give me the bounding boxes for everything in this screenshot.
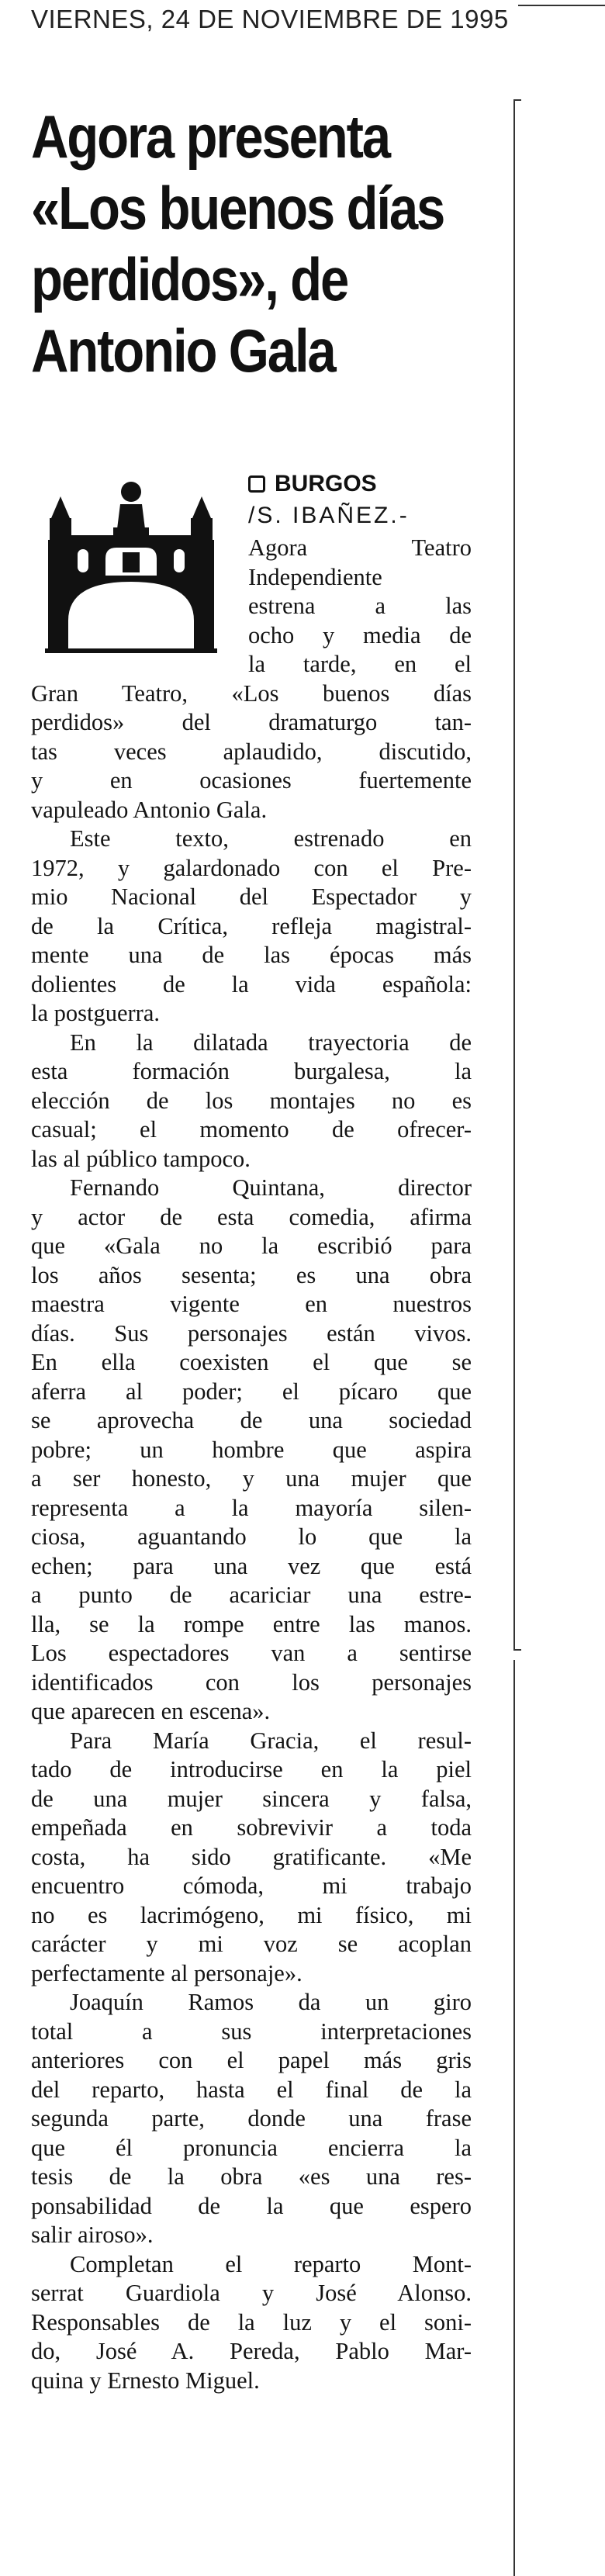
article-line: la tarde, en el (248, 651, 472, 677)
article-line: dolientes de la vida española: (31, 970, 472, 998)
headline-line: Agora presenta (31, 102, 389, 171)
article-line: encuentro cómoda, mi trabajo (31, 1872, 472, 1899)
castle-arch-icon (42, 473, 220, 659)
article-line: los años sesenta; es una obra (31, 1261, 472, 1288)
article-line: costa, ha sido gratificante. «Me (31, 1843, 472, 1870)
location-label: BURGOS (275, 471, 377, 496)
article-line: no es lacrimógeno, mi físico, mi (31, 1901, 472, 1928)
article-line: identificados con los personajes (31, 1668, 472, 1696)
article-line: maestra vigente en nuestros (31, 1291, 472, 1317)
article-line: do, José A. Pereda, Pablo Mar- (31, 2338, 472, 2364)
article-line: empeñada en sobrevivir a toda (31, 1814, 472, 1841)
headline-line: perdidos», de (31, 245, 348, 313)
article-line: de la Crítica, refleja magistral- (31, 912, 472, 939)
article-line: Gran Teatro, «Los buenos días (31, 679, 472, 707)
article-line: vapuleado Antonio Gala. (31, 796, 268, 823)
article-line: Los espectadores van a sentirse (31, 1640, 472, 1666)
article-line: lla, se la rompe entre las manos. (31, 1610, 472, 1637)
article-line: En ella coexisten el que se (31, 1349, 472, 1375)
article-line: que él pronuncia encierra la (31, 2134, 472, 2161)
article-line: En la dilatada trayectoria de (70, 1029, 472, 1056)
article-line: que aparecen en escena». (31, 1698, 271, 1724)
article-line: esta formación burgalesa, la (31, 1058, 472, 1084)
article-line: casual; el momento de ofrecer- (31, 1116, 472, 1143)
article-line: y actor de esta comedia, afirma (31, 1203, 472, 1230)
article-line: echen; para una vez que está (31, 1552, 472, 1579)
headline-line: «Los buenos días (31, 174, 444, 242)
column-rule-lower (513, 1660, 521, 2576)
article-line: elección de los montajes no es (31, 1087, 472, 1114)
article-line: segunda parte, donde una frase (31, 2105, 472, 2132)
article-line: quina y Ernesto Miguel. (31, 2367, 260, 2394)
article-line: estrena a las (248, 593, 472, 619)
article-line: Completan el reparto Mont- (70, 2250, 472, 2277)
article-line: ciosa, aguantando lo que la (31, 1523, 472, 1550)
article-line: ocho y media de (248, 621, 472, 648)
article-line: Agora Teatro (248, 534, 472, 561)
article-line: aferra al poder; el pícaro que (31, 1378, 472, 1405)
byline (248, 469, 481, 532)
article-line: tas veces aplaudido, discutido, (31, 738, 472, 765)
dateline: VIERNES, 24 DE NOVIEMBRE DE 1995 (31, 5, 509, 33)
article-line: a ser honesto, y una mujer que (31, 1465, 472, 1492)
article-line: pobre; un hombre que aspira (31, 1436, 472, 1463)
article-line: mio Nacional del Espectador y (31, 883, 472, 910)
article-line: ponsabilidad de la que espero (31, 2192, 472, 2219)
article-line: salir airoso». (31, 2222, 154, 2248)
column-rule (513, 99, 521, 1651)
article-line: Este texto, estrenado en (70, 825, 472, 852)
article-line: a punto de acariciar una estre- (31, 1582, 472, 1608)
article-line: Responsables de la luz y el soni- (31, 2308, 472, 2336)
article-line: total a sus interpretaciones (31, 2018, 472, 2045)
article-line: Para María Gracia, el resul- (70, 1727, 472, 1754)
article-line: tado de introducirse en la piel (31, 1756, 472, 1782)
article-line: 1972, y galardonado con el Pre- (31, 854, 472, 881)
article-line: Fernando Quintana, director (70, 1174, 472, 1201)
article-line: que «Gala no la escribió para (31, 1233, 472, 1259)
headline (31, 101, 444, 386)
article-line: se aprovecha de una sociedad (31, 1407, 472, 1433)
article-line: representa a la mayoría silen- (31, 1494, 472, 1521)
article-line: la postguerra. (31, 1000, 160, 1026)
article-line: y en ocasiones fuertemente (31, 767, 472, 794)
article-line: perdidos» del dramaturgo tan- (31, 709, 472, 735)
top-rule (518, 5, 605, 6)
article-line: del reparto, hasta el final de la (31, 2076, 472, 2103)
article-line: tesis de la obra «es una res- (31, 2163, 472, 2190)
article-line: Joaquín Ramos da un giro (70, 1989, 472, 2015)
article-line: perfectamente al personaje». (31, 1959, 302, 1986)
article-line: días. Sus personajes están vivos. (31, 1319, 472, 1347)
square-bullet-icon (248, 475, 265, 493)
location-dateline (248, 469, 481, 500)
article-line: anteriores con el papel más gris (31, 2047, 472, 2073)
article-line: de una mujer sincera y falsa, (31, 1785, 472, 1812)
article-line: las al público tampoco. (31, 1145, 251, 1172)
article-line: carácter y mi voz se acoplan (31, 1931, 472, 1957)
article-line: serrat Guardiola y José Alonso. (31, 2280, 472, 2306)
article-line: Independiente (248, 563, 382, 590)
article-line: mente una de las épocas más (31, 942, 472, 968)
author-credit: /S. IBAÑEZ.- (248, 503, 410, 528)
headline-line: Antonio Gala (31, 316, 335, 385)
